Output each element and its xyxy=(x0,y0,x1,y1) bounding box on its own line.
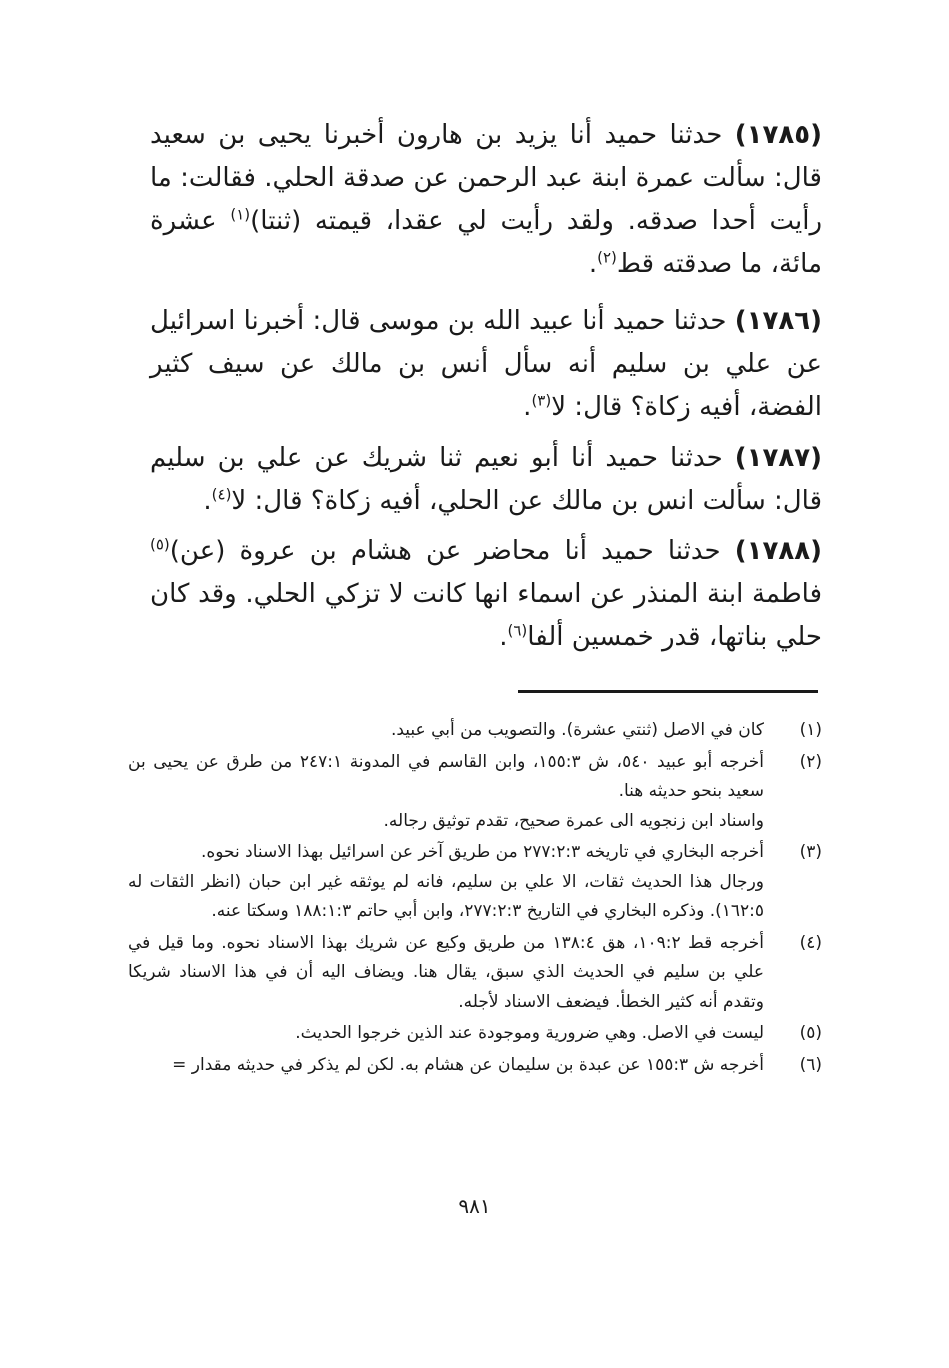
footnote-ref: (٣) xyxy=(531,391,552,410)
hadith-text: . xyxy=(523,392,532,422)
hadith-1788 xyxy=(150,530,822,659)
footnote-body xyxy=(128,1051,764,1081)
footnote-body xyxy=(128,716,764,746)
footnote-5 xyxy=(128,1019,822,1049)
footnote-text: واسناد ابن زنجويه الى عمرة صحيح، تقدم توثيق رجاله. xyxy=(383,810,764,831)
hadith-text: حدثنا حميد أنا محاضر عن هشام بن عروة (عن) xyxy=(169,536,735,566)
footnote-2 xyxy=(128,748,822,837)
hadith-number: (١٧٨٧) xyxy=(734,443,822,473)
hadith-text: فاطمة ابنة المنذر عن اسماء انها كانت لا تزكي الحلي. وقد كان حلي بناتها، قدر خمسين ألفا xyxy=(150,579,822,652)
footnote-body xyxy=(128,1019,764,1049)
hadith-text: . xyxy=(499,622,508,652)
hadith-text: حدثنا حميد أنا أبو نعيم ثنا شريك عن علي بن سليم قال: سألت انس بن مالك عن الحلي، أفيه زكاة؟ قال: لا xyxy=(150,443,822,516)
hadith-number: (١٧٨٥) xyxy=(734,120,822,150)
footnote-body xyxy=(128,748,764,837)
hadith-text: حدثنا حميد أنا عبيد الله بن موسى قال: أخبرنا اسرائيل عن علي بن سليم أنه سأل أنس بن مالك عن سيف كثير الفضة، أفيه زكاة؟ قال: لا xyxy=(150,306,822,422)
footnote-body xyxy=(128,838,764,927)
footnote-ref: (٦) xyxy=(507,621,528,640)
hadith-number: (١٧٨٨) xyxy=(734,536,822,566)
hadith-text: عشرة مائة، ما صدقته قط xyxy=(150,206,822,279)
hadith-1785 xyxy=(150,114,822,286)
footnote-number: (٢) xyxy=(799,751,822,772)
footnote-number: (٥) xyxy=(799,1023,822,1043)
footnote-ref: (١) xyxy=(230,205,251,224)
footnote-number: (٤) xyxy=(799,932,822,953)
footnote-number: (١) xyxy=(799,720,822,740)
hadith-number: (١٧٨٦) xyxy=(734,306,822,336)
hadith-1786 xyxy=(150,300,822,429)
hadith-1787 xyxy=(150,437,822,523)
footnote-text: أخرجه أبو عبيد ٥٤٠، ش ١٥٥:٣، وابن القاسم في المدونة ٢٤٧:١ من طرق عن يحيى بن سعيد بنحو حديثه هنا. xyxy=(128,751,765,801)
footnote-ref: (٤) xyxy=(211,485,232,504)
hadith-text: حدثنا حميد أنا يزيد بن هارون أخبرنا يحيى بن سعيد قال: سألت عمرة ابنة عبد الرحمن عن صدقة الحلي. فقالت: ما رأيت أحدا صدقه. ولقد رأيت لي عقدا، قيمته (ثنتا) xyxy=(150,120,822,236)
page-number: ٩٨١ xyxy=(458,1194,491,1218)
footnote-body xyxy=(128,929,764,1018)
hadith-text: . xyxy=(203,486,212,516)
footnote-6 xyxy=(128,1051,822,1081)
hadith-text: . xyxy=(588,249,598,279)
footnote-4 xyxy=(128,929,822,1018)
footnotes-list xyxy=(128,716,822,1082)
footnote-text: ورجال هذا الحديث ثقات، الا علي بن سليم، فانه لم يوثقه غير ابن حبان (انظر الثقات له ١٦٢:٥). وذكره البخاري في التاريخ ٢٧٧:٢:٣، وابن أبي حاتم ١٨٨:١:٣ وسكتا عنه. xyxy=(128,871,764,921)
footnote-ref: (٢) xyxy=(597,248,617,267)
footnote-number: (٣) xyxy=(799,842,822,862)
footnote-text: ليست في الاصل. وهي ضرورية وموجودة عند الذين خرجوا الحديث. xyxy=(295,1023,764,1043)
footnote-ref: (٥) xyxy=(150,535,170,554)
footnote-text: أخرجه ش ١٥٥:٣ عن عبدة بن سليمان عن هشام به. لكن لم يذكر في حديثه مقدار = xyxy=(172,1054,764,1075)
footnote-text: أخرجه البخاري في تاريخه ٢٧٧:٢:٣ من طريق آخر عن اسرائيل بهذا الاسناد نحوه. xyxy=(200,842,764,862)
footnote-number: (٦) xyxy=(799,1054,822,1075)
footnote-text: أخرجه قط ١٠٩:٢، هق ١٣٨:٤ من طريق وكيع عن شريك بهذا الاسناد نحوه. وما قيل في علي بن سليم في الحديث الذي سبق، يقال هنا. ويضاف اليه أن في هذا الاسناد شريكا وتقدم أنه كثير الخطأ. فيضعف الاسناد لأجله. xyxy=(128,932,764,1012)
footnote-3 xyxy=(128,838,822,927)
footnote-text: كان في الاصل (ثنتي عشرة). والتصويب من أبي عبيد. xyxy=(390,720,764,740)
footnote-divider xyxy=(518,690,818,693)
footnote-1 xyxy=(128,716,822,746)
